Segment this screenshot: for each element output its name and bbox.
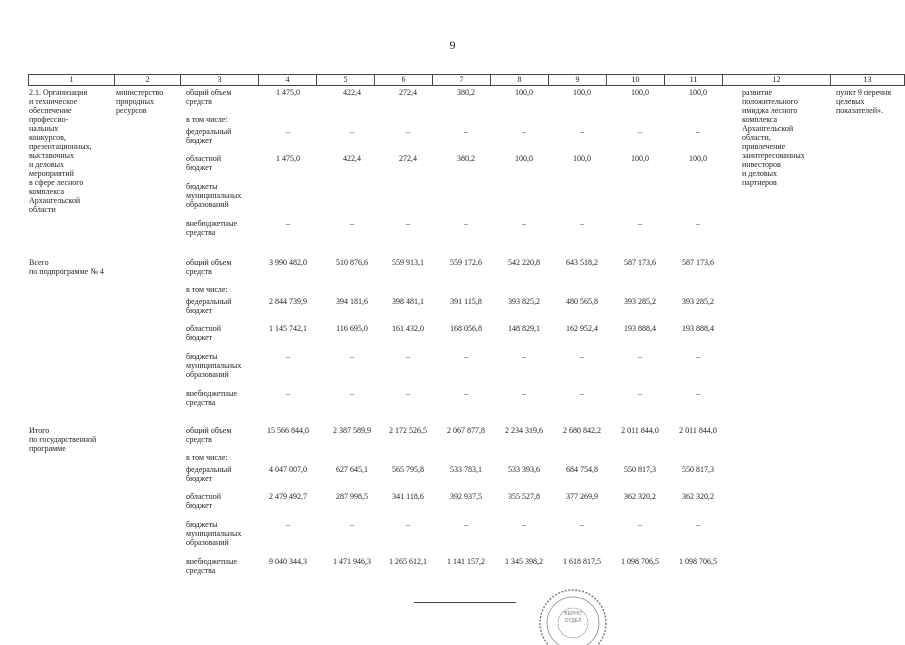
table-cell: – [522,520,526,529]
table-cell: 480 565,8 [566,297,598,306]
table-cell: 510 876,6 [336,258,368,267]
table-cell: – [406,389,410,398]
table-cell: – [350,352,354,361]
table-cell: 100,0 [515,154,533,163]
header-cell-1: 1 [28,75,114,85]
funding-source-label: бюджеты муниципальных образований [186,520,242,547]
table-cell: – [406,219,410,228]
table-cell: 15 566 844,0 [267,426,309,435]
table-cell: 2 172 526,5 [389,426,427,435]
table-cell: 1 098 706,5 [621,557,659,566]
header-cell-9: 9 [548,75,606,85]
funding-source-label: общий объем средств [186,426,232,444]
table-cell: – [464,352,468,361]
table-cell: 1 145 742,1 [269,324,307,333]
table-cell: 1 471 946,3 [333,557,371,566]
header-cell-13: 13 [830,75,905,85]
table-cell: – [350,219,354,228]
table-cell: 550 817,3 [682,465,714,474]
table-cell: 193 888,4 [624,324,656,333]
table-cell: 100,0 [631,88,649,97]
table-cell: 392 937,5 [450,492,482,501]
table-cell: – [638,352,642,361]
table-cell: 2 067 877,8 [447,426,485,435]
table-cell: – [406,127,410,136]
table-cell: 1 141 157,2 [447,557,485,566]
table-cell: 643 518,2 [566,258,598,267]
funding-source-label: федеральный бюджет [186,465,232,483]
table-cell: – [350,520,354,529]
table-cell: – [286,389,290,398]
table-cell: 341 118,6 [392,492,424,501]
table-cell: 533 393,6 [508,465,540,474]
table-cell: – [406,352,410,361]
header-cell-10: 10 [606,75,664,85]
table-cell: 559 913,1 [392,258,424,267]
row-group-title: Всего по подпрограмме № 4 [29,258,104,276]
page-number: 9 [449,38,456,52]
table-cell: 2 387 589,9 [333,426,371,435]
table-cell: – [522,352,526,361]
header-cell-12: 12 [722,75,830,85]
table-cell: – [696,219,700,228]
table-cell: 355 527,8 [508,492,540,501]
table-cell: 362 320,2 [624,492,656,501]
row-group-title: Итого по государственной программе [29,426,97,453]
funding-source-label: областной бюджет [186,324,222,342]
table-cell: 2 011 844,0 [679,426,717,435]
table-cell: 161 432,0 [392,324,424,333]
table-cell: 587 173,6 [682,258,714,267]
table-cell: 4 047 007,0 [269,465,307,474]
funding-source-label: федеральный бюджет [186,127,232,145]
table-cell: 533 783,1 [450,465,482,474]
signature-line [414,602,516,603]
table-cell: 9 040 344,3 [269,557,307,566]
funding-source-label: в том числе: [186,285,228,294]
table-cell: 100,0 [689,154,707,163]
table-cell: – [286,219,290,228]
funding-source-label: в том числе: [186,115,228,124]
indicator-link: пункт 9 перечня целевых показателей». [836,88,892,115]
table-cell: – [522,127,526,136]
funding-source-label: общий объем средств [186,258,232,276]
header-cell-8: 8 [490,75,548,85]
table-cell: 565 795,8 [392,465,424,474]
table-cell: 550 817,3 [624,465,656,474]
table-cell: – [696,127,700,136]
table-cell: 362 320,2 [682,492,714,501]
responsible-executor: министерство природных ресурсов [116,88,164,115]
funding-source-label: областной бюджет [186,492,222,510]
funding-source-label: федеральный бюджет [186,297,232,315]
funding-source-label: в том числе: [186,453,228,462]
table-cell: 2 844 739,9 [269,297,307,306]
table-cell: – [696,520,700,529]
table-cell: 3 990 482,0 [269,258,307,267]
official-stamp-seal [535,585,611,645]
table-cell: 559 172,6 [450,258,482,267]
row-group-title: 2.1. Организация и техническое обеспечение профессио- нальных конкурсов, презентационных, выставочных и деловых мероприятий в сфере лесного комплекса Архангельской области [29,88,92,214]
funding-source-label: внебюджетные средства [186,219,237,237]
funding-source-label: внебюджетные средства [186,557,237,575]
funding-source-label: бюджеты муниципальных образований [186,182,242,209]
table-cell: 627 645,1 [336,465,368,474]
table-cell: – [580,389,584,398]
table-cell: – [638,520,642,529]
funding-source-label: общий объем средств [186,88,232,106]
table-cell: 162 952,4 [566,324,598,333]
table-cell: – [580,352,584,361]
table-cell: – [638,389,642,398]
table-cell: 393 825,2 [508,297,540,306]
table-cell: – [286,520,290,529]
table-cell: – [464,219,468,228]
table-cell: 100,0 [515,88,533,97]
table-cell: – [522,219,526,228]
table-cell: – [464,389,468,398]
table-cell: 116 695,0 [336,324,368,333]
table-cell: 377 269,9 [566,492,598,501]
table-cell: 398 481,1 [392,297,424,306]
table-cell: 100,0 [689,88,707,97]
table-cell: 422,4 [343,154,361,163]
table-cell: 1 098 706,5 [679,557,717,566]
header-cell-7: 7 [432,75,490,85]
table-cell: 587 173,6 [624,258,656,267]
table-cell: – [464,127,468,136]
table-cell: 100,0 [573,154,591,163]
table-cell: 193 888,4 [682,324,714,333]
table-cell: – [286,352,290,361]
table-cell: 1 618 817,5 [563,557,601,566]
funding-source-label: областной бюджет [186,154,222,172]
expected-result: развитие положительного имиджа лесного комплекса Архангельской области, привлечение заинтересованных инвесторов и деловых партнеров [742,88,805,187]
table-cell: 272,4 [399,154,417,163]
table-cell: 684 754,8 [566,465,598,474]
table-cell: 2 234 319,6 [505,426,543,435]
table-cell: 393 285,2 [624,297,656,306]
table-cell: 168 056,8 [450,324,482,333]
header-cell-4: 4 [258,75,316,85]
table-cell: 100,0 [631,154,649,163]
table-cell: 2 680 842,2 [563,426,601,435]
table-cell: 1 265 612,1 [389,557,427,566]
table-cell: – [522,389,526,398]
header-cell-5: 5 [316,75,374,85]
table-cell: – [350,389,354,398]
table-cell: – [696,389,700,398]
table-cell: 272,4 [399,88,417,97]
table-cell: 100,0 [573,88,591,97]
table-cell: 391 115,8 [450,297,482,306]
table-cell: 287 998,5 [336,492,368,501]
table-cell: – [286,127,290,136]
header-cell-6: 6 [374,75,432,85]
funding-source-label: внебюджетные средства [186,389,237,407]
table-cell: 393 285,2 [682,297,714,306]
table-cell: 2 479 492,7 [269,492,307,501]
table-cell: – [580,219,584,228]
funding-source-label: бюджеты муниципальных образований [186,352,242,379]
table-cell: – [638,219,642,228]
table-cell: 1 475,0 [276,88,300,97]
table-cell: 2 011 844,0 [621,426,659,435]
header-cell-11: 11 [664,75,722,85]
header-cell-3: 3 [180,75,258,85]
table-cell: – [696,352,700,361]
table-cell: 542 220,8 [508,258,540,267]
table-cell: 380,2 [457,154,475,163]
table-cell: 380,2 [457,88,475,97]
svg-text:ВЕРНО: ВЕРНО [564,611,582,617]
table-cell: – [580,127,584,136]
table-cell: – [464,520,468,529]
header-cell-2: 2 [114,75,180,85]
table-cell: 394 181,6 [336,297,368,306]
table-cell: – [406,520,410,529]
table-cell: – [638,127,642,136]
table-cell: 148 829,1 [508,324,540,333]
table-cell: 1 475,0 [276,154,300,163]
table-header [28,74,905,86]
table-cell: – [350,127,354,136]
table-cell: – [580,520,584,529]
table-cell: 1 345 398,2 [505,557,543,566]
svg-text:ОТДЕЛ: ОТДЕЛ [564,618,582,624]
table-cell: 422,4 [343,88,361,97]
